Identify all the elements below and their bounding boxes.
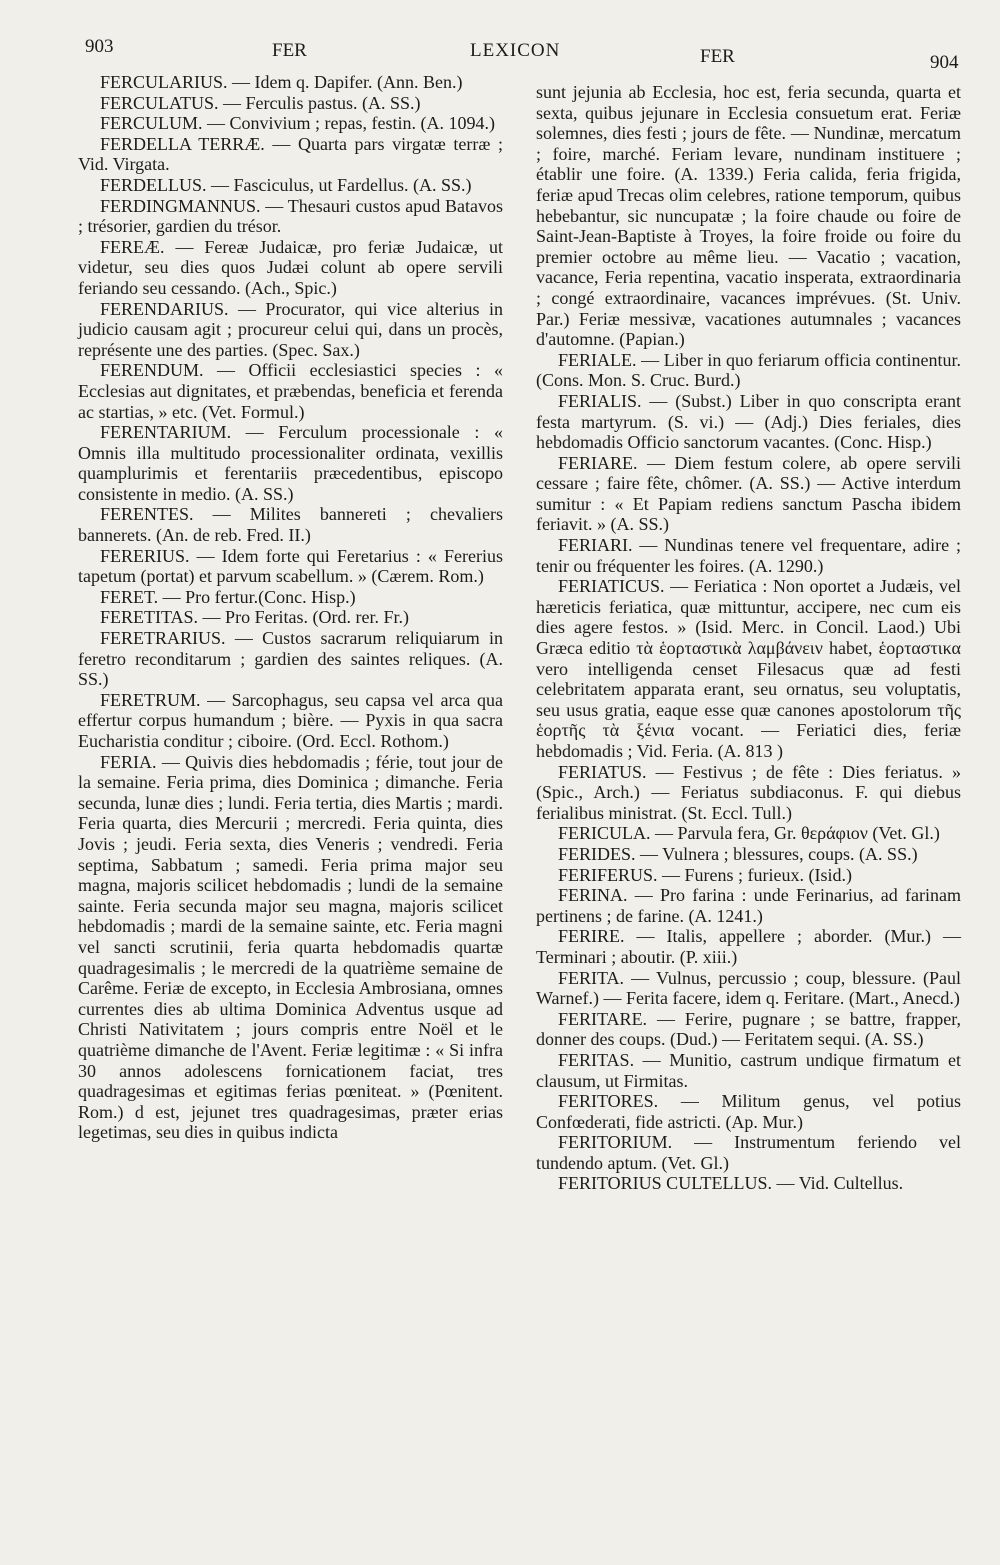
entry-continuation: sunt jejunia ab Ecclesia, hoc est, feria secunda, quarta et sexta, quibus jejunare in Ecclesia consuetum erat. Feriæ solemnes, dies festi ; jours de fête. — Nundinæ, mercatum ; foire, marché. Feriam levare, nundinam instituere ; établir une foire. (A. 1339.) Feria calida, feria frigida, feriæ apud Trecas olim celebres, ratione temporum, quibus hebebantur, sic nuncupatæ ; la foire chaude ou foire de Saint-Jean-Baptiste à Troyes, la foire froide ou foire du premier octobre au même lieu. — Vacatio ; vacation, vacance, Feria repentina, vacatio insperata, extraordinaria ; congé extraordinaire, vacances imprévues. (St. Univ. Par.) Feriæ messivæ, vacationes autumnales ; vacances d'automne. (Papian.) <box>536 82 961 350</box>
entry: FERIRE. — Italis, appellere ; aborder. (Mur.) — Terminari ; aboutir. (P. xiii.) <box>536 926 961 967</box>
entry: FERIARI. — Nundinas tenere vel frequentare, adire ; tenir ou fréquenter les foires. (A. 1290.) <box>536 535 961 576</box>
entry: FERICULA. — Parvula fera, Gr. θεράφιον (Vet. Gl.) <box>558 823 940 844</box>
entry: FERDELLUS. — Fasciculus, ut Fardellus. (A. SS.) <box>100 174 472 195</box>
entry: FERENTARIUM. — Ferculum processionale : « Omnis illa multitudo processionaliter ordinata, vexillis quamplurimis et ferentariis præcedentibus, episcopo consistente in medio. (A. SS.) <box>78 422 503 504</box>
entry: FERERIUS. — Idem forte qui Feretarius : « Fererius tapetum (portat) et parvum scabellum. » (Cærem. Rom.) <box>78 545 503 587</box>
entry: FERENTES. — Milites bannereti ; chevaliers bannerets. (An. de reb. Fred. II.) <box>78 504 503 546</box>
entry: FERDELLA TERRÆ. — Quarta pars virgatæ terræ ; Vid. Virgata. <box>78 133 503 175</box>
entry: FEREÆ. — Fereæ Judaicæ, pro feriæ Judaicæ, ut videtur, seu dies quos Judæi colunt ab opere servili feriando seu cessando. (Ach., Spic.) <box>78 236 503 298</box>
entry: FERCULARIUS. — Idem q. Dapifer. (Ann. Ben.) <box>100 72 463 92</box>
entry: FERIALE. — Liber in quo feriarum officia continentur. (Cons. Mon. S. Cruc. Burd.) <box>536 349 961 391</box>
entry: FERIALIS. — (Subst.) Liber in quo conscripta erant festa martyrum. (S. vi.) — (Adj.) Dies feriales, dies hebdomadis Officio sanctorum vacantes. (Conc. Hisp.) <box>536 390 961 453</box>
left-column <box>78 72 503 1143</box>
entry: FERINA. — Pro farina : unde Ferinarius, ad farinam pertinens ; de farine. (A. 1241.) <box>536 885 961 926</box>
running-headword-right: FER <box>700 46 735 67</box>
entry: FERIARE. — Diem festum colere, ab opere servili cessare ; faire fête, chômer. (A. SS.) — Active interdum sumitur : « Et Papiam rediens sanctum Pascha ibidem feriavit. » (A. SS.) <box>536 452 961 535</box>
running-header <box>0 30 1000 73</box>
running-title: LEXICON <box>470 40 561 61</box>
entry: FERIFERUS. — Furens ; furieux. (Isid.) <box>558 864 852 885</box>
entry: FERITORIUM. — Instrumentum feriendo vel tundendo aptum. (Vet. Gl.) <box>536 1132 961 1173</box>
entry: FERETRARIUS. — Custos sacrarum reliquiarum in feretro reconditarum ; gardien des saintes reliques. (A. SS.) <box>78 628 503 690</box>
running-headword-left: FER <box>272 40 307 61</box>
entry: FERITA. — Vulnus, percussio ; coup, blessure. (Paul Warnef.) — Ferita facere, idem q. Feritare. (Mart., Anecd.) <box>536 967 961 1009</box>
page-number-left: 903 <box>85 36 114 57</box>
entry: FERITORIUS CULTELLUS. — Vid. Cultellus. <box>558 1173 904 1194</box>
entry: FERITORES. — Militum genus, vel potius Confœderati, fide astricti. (Ap. Mur.) <box>536 1091 961 1132</box>
entry: FERET. — Pro fertur.(Conc. Hisp.) <box>100 586 356 607</box>
entry: FERETITAS. — Pro Feritas. (Ord. rer. Fr.) <box>100 607 410 628</box>
entry: FERCULUM. — Convivium ; repas, festin. (A. 1094.) <box>100 113 495 134</box>
entry: FERENDUM. — Officii ecclesiastici species : « Ecclesias aut dignitates, et præbendas, beneficia et ferenda ac startias, » etc. (Vet. Formul.) <box>78 360 503 422</box>
entry: FERITARE. — Ferire, pugnare ; se battre, frapper, donner des coups. (Dud.) — Feritatem sequi. (A. SS.) <box>536 1008 961 1050</box>
entry: FERCULATUS. — Ferculis pastus. (A. SS.) <box>100 92 421 113</box>
entry: FERIA. — Quivis dies hebdomadis ; férie, tout jour de la semaine. Feria prima, dies Dominica ; dimanche. Feria secunda, lunæ dies ; lundi. Feria tertia, dies Martis ; mardi. Feria quarta, dies Mercurii ; mercredi. Feria quinta, dies Jovis ; jeudi. Feria sexta, dies Veneris ; vendredi. Feria septima, Sabbatum ; samedi. Feria prima major seu magna, majoris scilicet hebdomadis ; lundi de la semaine sainte. Feria secunda major seu magna, majoris scilicet hebdomadis ; mardi de la semaine sainte, etc. Feria magni vel sancti scrutinii, feria quarta hebdomadis quartæ quadragesimalis ; le mercredi de la quatrième semaine de Carême. Feriæ de excepto, in Ecclesia Ambrosiana, omnes currentes dies ab ultima Dominica Adventus usque ad Christi Nativitatem ; jours compris entre Noël et le quatrième dimanche de l'Avent. Feriæ legitimæ : « Si infra 30 annos adolescens fornicationem faciat, tres quadragesimas et egitimas ferias pœniteat. » (Pœnitent. Rom.) d est, jejunet tres quadragesimas, præter erias legetimas, seu dies in quibus indicta <box>78 751 503 1143</box>
entry: FERIDES. — Vulnera ; blessures, coups. (A. SS.) <box>558 843 918 864</box>
entry: FERETRUM. — Sarcophagus, seu capsa vel arca qua effertur corpus humandum ; bière. — Pyxis in qua sacra Eucharistia conditur ; ciboire. (Ord. Eccl. Rothom.) <box>78 689 503 751</box>
right-column <box>536 82 961 1194</box>
entry: FERITAS. — Munitio, castrum undique firmatum et clausum, ut Firmitas. <box>536 1049 961 1091</box>
entry: FERIATUS. — Festivus ; de fête : Dies feriatus. » (Spic., Arch.) — Feriatus subdiaconus. F. qui diebus ferialibus ministrat. (St. Eccl. Tull.) <box>536 761 961 823</box>
page-number-right: 904 <box>930 52 959 73</box>
entry: FERDINGMANNUS. — Thesauri custos apud Batavos ; trésorier, gardien du trésor. <box>78 195 503 237</box>
entry: FERENDARIUS. — Procurator, qui vice alterius in judicio causam agit ; procureur celui qui, dans un procès, représente une des parties. (Spec. Sax.) <box>78 298 503 360</box>
entry: FERIATICUS. — Feriatica : Non oportet a Judæis, vel hæreticis feriatica, quæ mittuntur, accipere, nec cum eis dies agere festos. » (Isid. Merc. in Concil. Laod.) Ubi Græca editio τὰ ἑορταστικὰ λαμβάνειν habet, ἑορταστικα vero intelligenda censet Filesacus quæ ad festi celebritatem apparata erant, seu ornatus, seu voluptatis, seu usus gratia, eaque esse quæ canones apostolorum τῆς ἑορτῆς τὰ ξένια vocant. — Feriatici dies, feriæ hebdomadis ; Vid. Feria. (A. 813 ) <box>536 576 961 761</box>
